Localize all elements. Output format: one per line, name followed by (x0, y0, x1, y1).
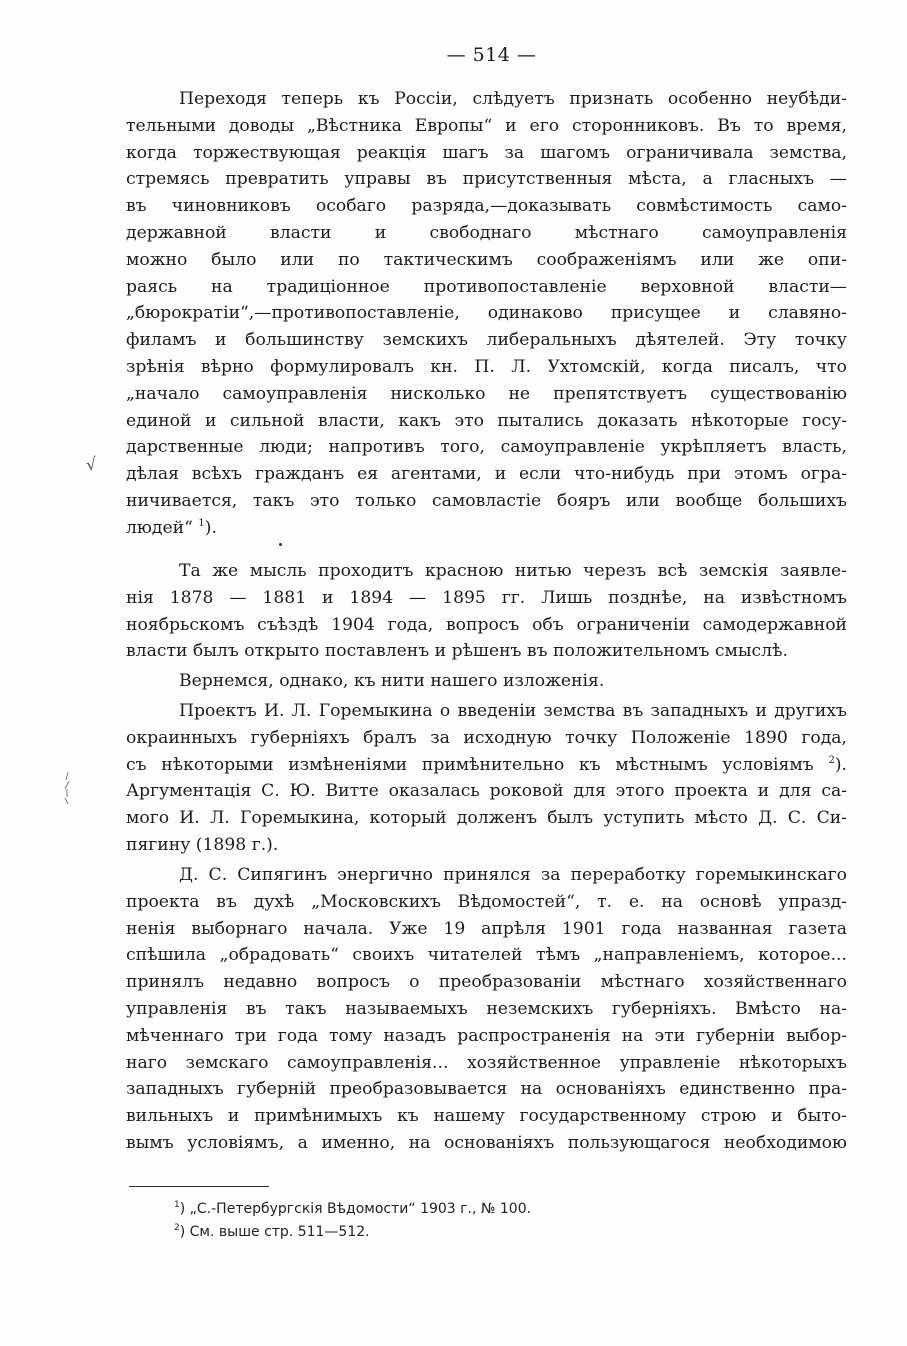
text-line: спѣшила „обрадовать“ своихъ читателей тѣмъ „направленіемъ, которое... (126, 945, 847, 966)
text-line: Проектъ И. Л. Горемыкина о введеніи земства въ западныхъ и другихъ (179, 701, 847, 721)
text-line: мого И. Л. Горемыкина, который долженъ былъ уступить мѣсто Д. С. Си- (126, 808, 847, 829)
footnote-mark: 1 (174, 1200, 180, 1210)
paragraph-1 (126, 86, 847, 542)
text-line: дѣлая всѣхъ гражданъ ея агентами, и если что-нибудь при этомъ огра- (126, 464, 847, 485)
text-line: ненія выборнаго начала. Уже 19 апрѣля 1901 года названная газета (126, 918, 847, 939)
footnote-mark: 2 (174, 1223, 180, 1233)
text-line (126, 515, 847, 542)
text-line (126, 752, 847, 779)
text-line: ноябрьскомъ съѣздѣ 1904 года, вопросъ объ ограниченіи самодержавной (126, 614, 847, 635)
footnote-divider (129, 1186, 269, 1187)
text-line: принялъ недавно вопросъ о преобразованіи мѣстнаго хозяйственнаго (126, 972, 847, 993)
footnote-reference: 2 (828, 754, 835, 766)
paragraph-4 (126, 698, 847, 859)
text-line: ничивается, такъ это только самовластіе бояръ или вообще большихъ (126, 490, 847, 511)
text-line: въ чиновниковъ особаго разряда,—доказывать совмѣстимость само- (126, 196, 847, 217)
text-line: вымъ условіямъ, а именно, на основаніяхъ пользующагося необходимою (126, 1132, 847, 1153)
footnote-item (174, 1198, 531, 1221)
text-fragment: людей“ (126, 517, 193, 538)
text-line: пягину (1898 г.). (126, 834, 279, 855)
text-line: „бюрократіи“,—противопоставленіе, одинаково присущее и славяно- (126, 303, 847, 324)
text-line: стремясь превратить управы въ присутственныя мѣста, а гласныхъ — (126, 169, 847, 190)
text-fragment: ). (834, 754, 847, 775)
text-line: зрѣнія вѣрно формулировалъ кн. П. Л. Ухтомскій, когда писалъ, что (126, 356, 847, 377)
paragraph-2 (126, 558, 847, 665)
text-line: можно было или по тактическимъ соображеніямъ или же опи- (126, 249, 847, 270)
text-line: вильныхъ и примѣнимыхъ къ нашему государственному строю и быто- (126, 1106, 847, 1127)
paragraph-3 (126, 668, 847, 695)
text-line: филамъ и большинству земскихъ либеральныхъ дѣятелей. Эту точку (126, 330, 847, 351)
text-line: проекта въ духѣ „Московскихъ Вѣдомостей“, т. е. на основѣ упразд- (126, 891, 847, 912)
text-line: Аргументація С. Ю. Витте оказалась роковой для этого проекта и для са- (126, 781, 847, 802)
text-line: власти былъ открыто поставленъ и рѣшенъ въ положительномъ смыслѣ. (126, 641, 788, 662)
text-line: единой и сильной власти, какъ это пытались доказать нѣкоторые госу- (126, 410, 847, 431)
footnote-reference: 1 (198, 517, 205, 529)
text-line: дарственные люди; напротивъ того, самоуправленіе укрѣпляетъ власть, (126, 437, 847, 458)
paragraph-5 (126, 862, 847, 1157)
text-line: „начало самоуправленія нисколько не препятствуетъ существованію (126, 383, 847, 404)
text-line: тельными доводы „Вѣстника Европы“ и его сторонниковъ. Въ то время, (126, 115, 847, 136)
text-line: окраинныхъ губерніяхъ бралъ за исходную точку Положеніе 1890 года, (126, 727, 847, 748)
text-line: Та же мысль проходитъ красною нитью черезъ всѣ земскія заявле- (179, 561, 847, 581)
footnotes (174, 1198, 531, 1244)
text-line: Вернемся, однако, къ нити нашего изложенія. (179, 671, 605, 691)
footnote-text: ) „С.-Петербургскія Вѣдомости“ 1903 г., № 100. (179, 1201, 532, 1217)
stray-dot (279, 543, 282, 546)
text-line: Переходя теперь къ Россіи, слѣдуетъ признать особенно неубѣди- (179, 89, 847, 109)
text-line: державной власти и свободнаго мѣстнаго самоуправленія (126, 222, 847, 243)
text-line: управленія въ такъ называемыхъ неземскихъ губерніяхъ. Вмѣсто на- (126, 998, 847, 1019)
text-line: нія 1878 — 1881 и 1894 — 1895 гг. Лишь позднѣе, на извѣстномъ (126, 587, 847, 608)
text-fragment: съ нѣкоторыми измѣненіями примѣнительно къ мѣстнымъ условіямъ (126, 754, 814, 775)
page-number: — 514 — (446, 44, 537, 66)
text-line: западныхъ губерній преобразовывается на основаніяхъ единственно пра- (126, 1079, 847, 1100)
margin-check-mark-icon: √ (84, 454, 99, 476)
text-line: когда торжествующая реакція шагъ за шагомъ ограничивала земства, (126, 142, 847, 163)
text-line: Д. С. Сипягинъ энергично принялся за переработку горемыкинскаго (179, 865, 847, 885)
text-fragment: ). (204, 517, 217, 538)
text-line: раясь на традиціонное противопоставленіе верховной власти— (126, 276, 847, 297)
footnote-text: ) См. выше стр. 511—512. (179, 1224, 370, 1240)
margin-scribble-icon (62, 771, 72, 805)
footnote-item (174, 1221, 531, 1244)
text-line: мѣченнаго три года тому назадъ распространенія на эти губерніи выбор- (126, 1025, 847, 1046)
text-line: наго земскаго самоуправленія... хозяйственное управленіе нѣкоторыхъ (126, 1052, 847, 1073)
